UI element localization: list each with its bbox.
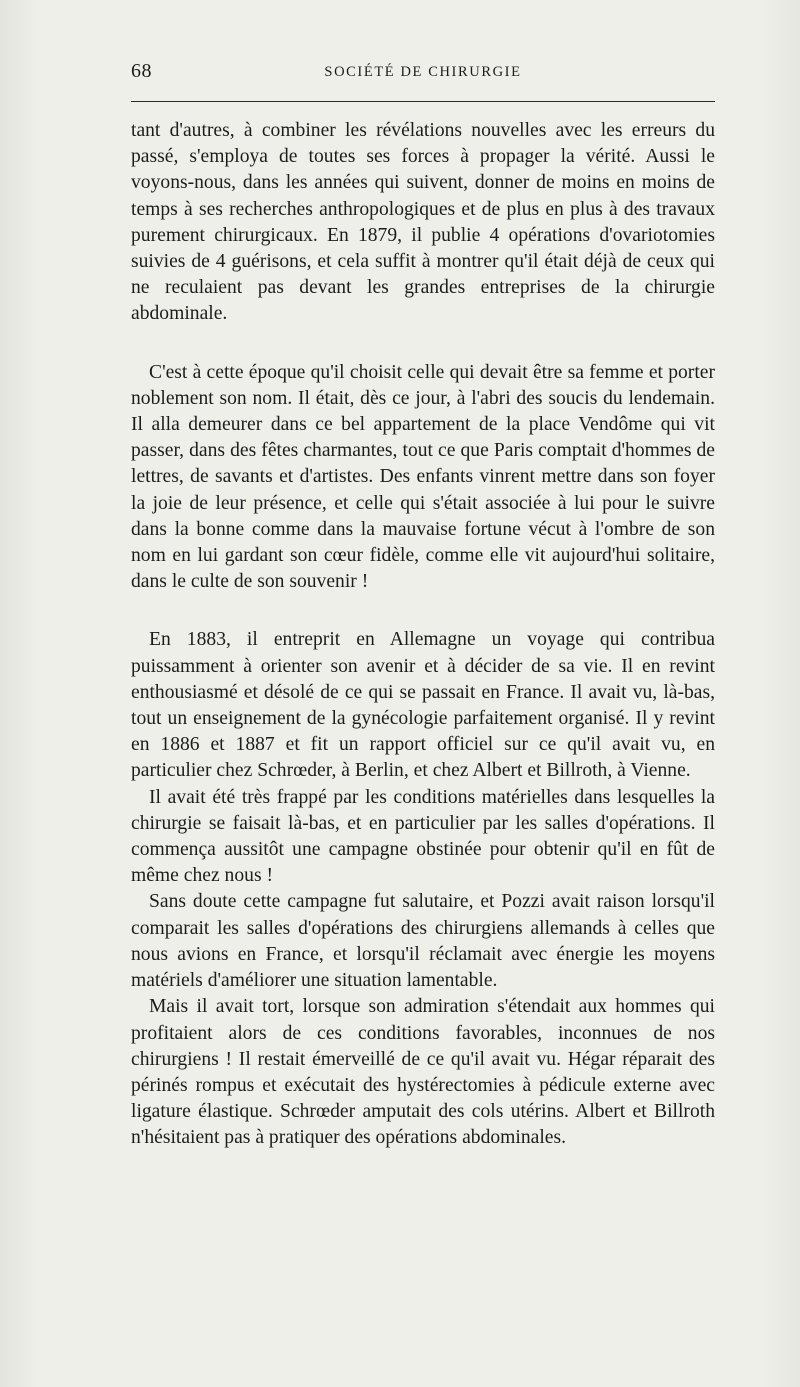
- running-title: SOCIÉTÉ DE CHIRURGIE: [324, 64, 522, 80]
- page-number: 68: [131, 60, 152, 82]
- paragraph-3: En 1883, il entreprit en Allemagne un voyage qui contribua puissamment à orienter son avenir et à décider de sa vie. Il en revint enthousiasmé et désolé de ce qui se passait en France. Il avait vu, là-bas, tout un enseignement de la gynécologie parfaitement organisé. Il y revint en 1886 et 1887 et fit un rapport officiel sur ce qu'il avait vu, en particulier chez Schrœder, à Berlin, et chez Albert et Billroth, à Vienne.: [131, 629, 715, 782]
- header-rule: [131, 101, 715, 102]
- paragraph-4: Il avait été très frappé par les conditions matérielles dans lesquelles la chirurgie se faisait là-bas, et en particulier par les salles d'opérations. Il commença aussitôt une campagne obstinée pour obtenir qu'il en fût de même chez nous !: [131, 786, 715, 887]
- paragraph-1: tant d'autres, à combiner les révélations nouvelles avec les erreurs du passé, s'employa de toutes ses forces à propager la vérité. Aussi le voyons-nous, dans les années qui suivent, donner de moins en moins de temps à ses recherches anthropologiques et de plus en plus à des travaux purement chirurgicaux. En 1879, il publie 4 opérations d'ovariotomies suivies de 4 guérisons, et cela suffit à montrer qu'il était déjà de ceux qui ne reculaient pas devant les grandes entreprises de la chirurgie abdominale.: [131, 120, 715, 325]
- page-header: [131, 60, 715, 90]
- paragraph-5: Sans doute cette campagne fut salutaire, et Pozzi avait raison lorsqu'il comparait les salles d'opérations des chirurgiens allemands à celles que nous avions en France, et lorsqu'il réclamait avec énergie les moyens matériels d'améliorer une situation lamentable.: [131, 891, 715, 992]
- body-text: [131, 118, 715, 1152]
- paragraph-6: Mais il avait tort, lorsque son admiration s'étendait aux hommes qui profitaient alors de ces conditions favorables, inconnues de nos chirurgiens ! Il restait émerveillé de ce qu'il avait vu. Hégar réparait des périnés rompus et exécutait des hystérectomies à pédicule externe avec ligature élastique. Schrœder amputait des cols utérins. Albert et Billroth n'hésitaient pas à pratiquer des opérations abdominales.: [131, 996, 715, 1149]
- paragraph-2: C'est à cette époque qu'il choisit celle qui devait être sa femme et porter noblement son nom. Il était, dès ce jour, à l'abri des soucis du lendemain. Il alla demeurer dans ce bel appartement de la place Vendôme qui vit passer, dans des fêtes charmantes, tout ce que Paris comptait d'hommes de lettres, de savants et d'artistes. Des enfants vinrent mettre dans son foyer la joie de leur présence, et celle qui s'était associée à lui pour le suivre dans la bonne comme dans la mauvaise fortune vécut à l'ombre de son nom en lui gardant son cœur fidèle, comme elle vit aujourd'hui solitaire, dans le culte de son souvenir !: [131, 361, 715, 593]
